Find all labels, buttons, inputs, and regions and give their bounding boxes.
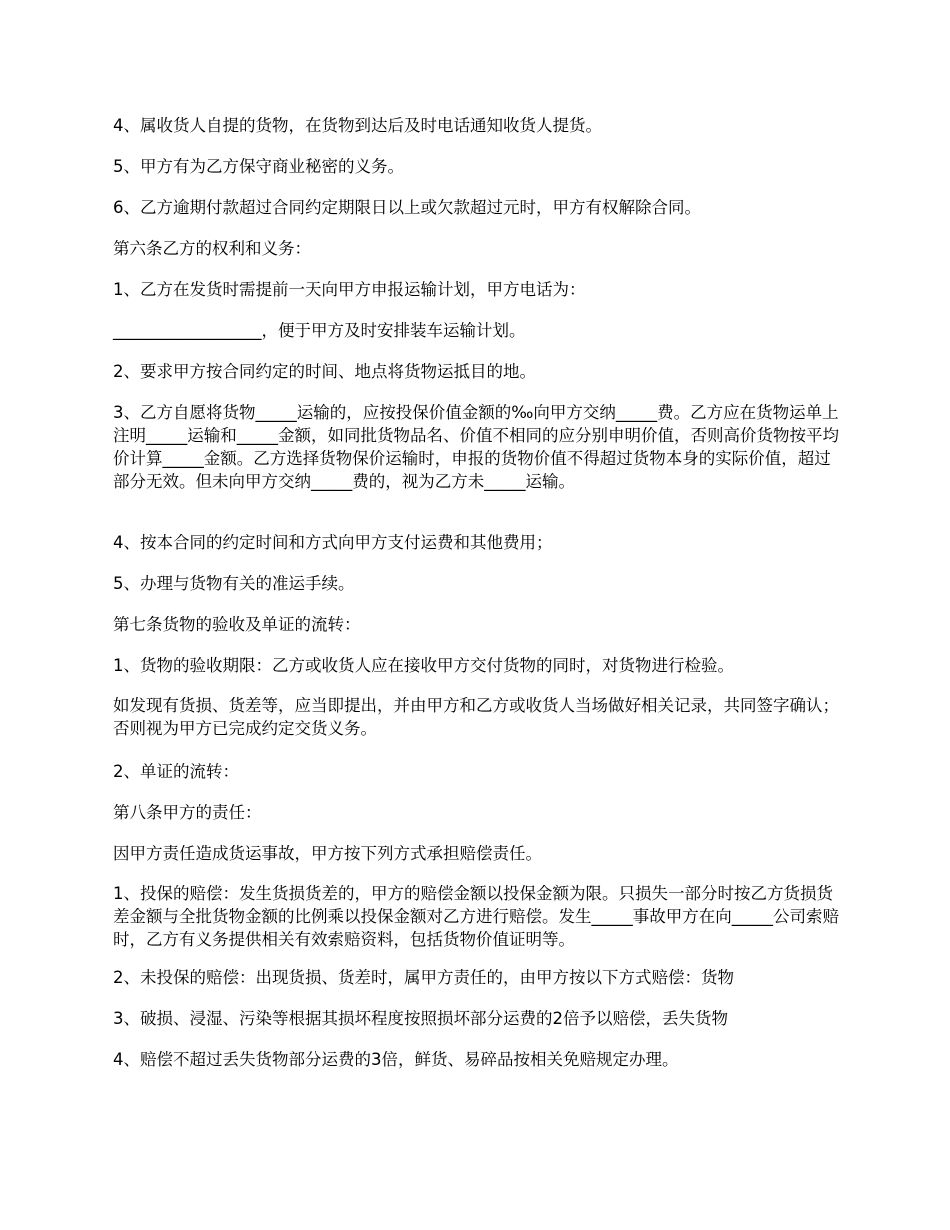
section-heading: 第六条乙方的权利和义务： — [113, 239, 311, 258]
paragraph: 3、乙方自愿将货物_____运输的，应按投保价值金额的‰向甲方交纳_____费。乙方应在货物运单上注明_____运输和_____金额，如同批货物品名、价值不相同的应分别申明价值，否则高价货物按平均价计算_____金额。乙方选择货物保价运输时，申报的货物价值不得超过货物本身的实际价值，超过部分无效。但未向甲方交纳_____费的，视为乙方未_____运输。 — [113, 403, 839, 491]
paragraph: 4、赔偿不超过丢失货物部分运费的3倍，鲜货、易碎品按相关免赔规定办理。 — [113, 1050, 679, 1069]
paragraph: 4、属收货人自提的货物，在货物到达后及时电话通知收货人提货。 — [113, 116, 602, 135]
paragraph: 如发现有货损、货差等，应当即提出，并由甲方和乙方或收货人当场做好相关记录，共同签字确认；否则视为甲方已完成约定交货义务。 — [113, 696, 839, 738]
paragraph: __________________，便于甲方及时安排装车运输计划。 — [113, 321, 526, 340]
section-heading: 第八条甲方的责任： — [113, 803, 262, 822]
paragraph: 1、乙方在发货时需提前一天向甲方申报运输计划，甲方电话为： — [113, 280, 586, 299]
paragraph: 1、货物的验收期限：乙方或收货人应在接收甲方交付货物的同时，对货物进行检验。 — [113, 656, 734, 675]
paragraph: 5、甲方有为乙方保守商业秘密的义务。 — [113, 157, 404, 176]
paragraph: 2、要求甲方按合同约定的时间、地点将货物运抵目的地。 — [113, 362, 536, 381]
paragraph: 2、单证的流转： — [113, 762, 239, 781]
paragraph: 1、投保的赔偿：发生货损货差的，甲方的赔偿金额以投保金额为限。只损失一部分时按乙方货损货差金额与全批货物金额的比例乘以投保金额对乙方进行赔偿。发生_____事故甲方在向_____公司索赔时，乙方有义务提供相关有效索赔资料，包括货物价值证明等。 — [113, 884, 839, 949]
paragraph: 5、办理与货物有关的准运手续。 — [113, 574, 355, 593]
paragraph: 4、按本合同的约定时间和方式向甲方支付运费和其他费用； — [113, 533, 553, 552]
paragraph: 因甲方责任造成货运事故，甲方按下列方式承担赔偿责任。 — [113, 844, 542, 863]
section-heading: 第七条货物的验收及单证的流转： — [113, 615, 361, 634]
paragraph: 6、乙方逾期付款超过合同约定期限日以上或欠款超过元时，甲方有权解除合同。 — [113, 198, 701, 217]
paragraph: 3、破损、浸湿、污染等根据其损坏程度按照损坏部分运费的2倍予以赔偿，丢失货物 — [113, 1009, 728, 1028]
paragraph: 2、未投保的赔偿：出现货损、货差时，属甲方责任的，由甲方按以下方式赔偿：货物 — [113, 968, 734, 987]
